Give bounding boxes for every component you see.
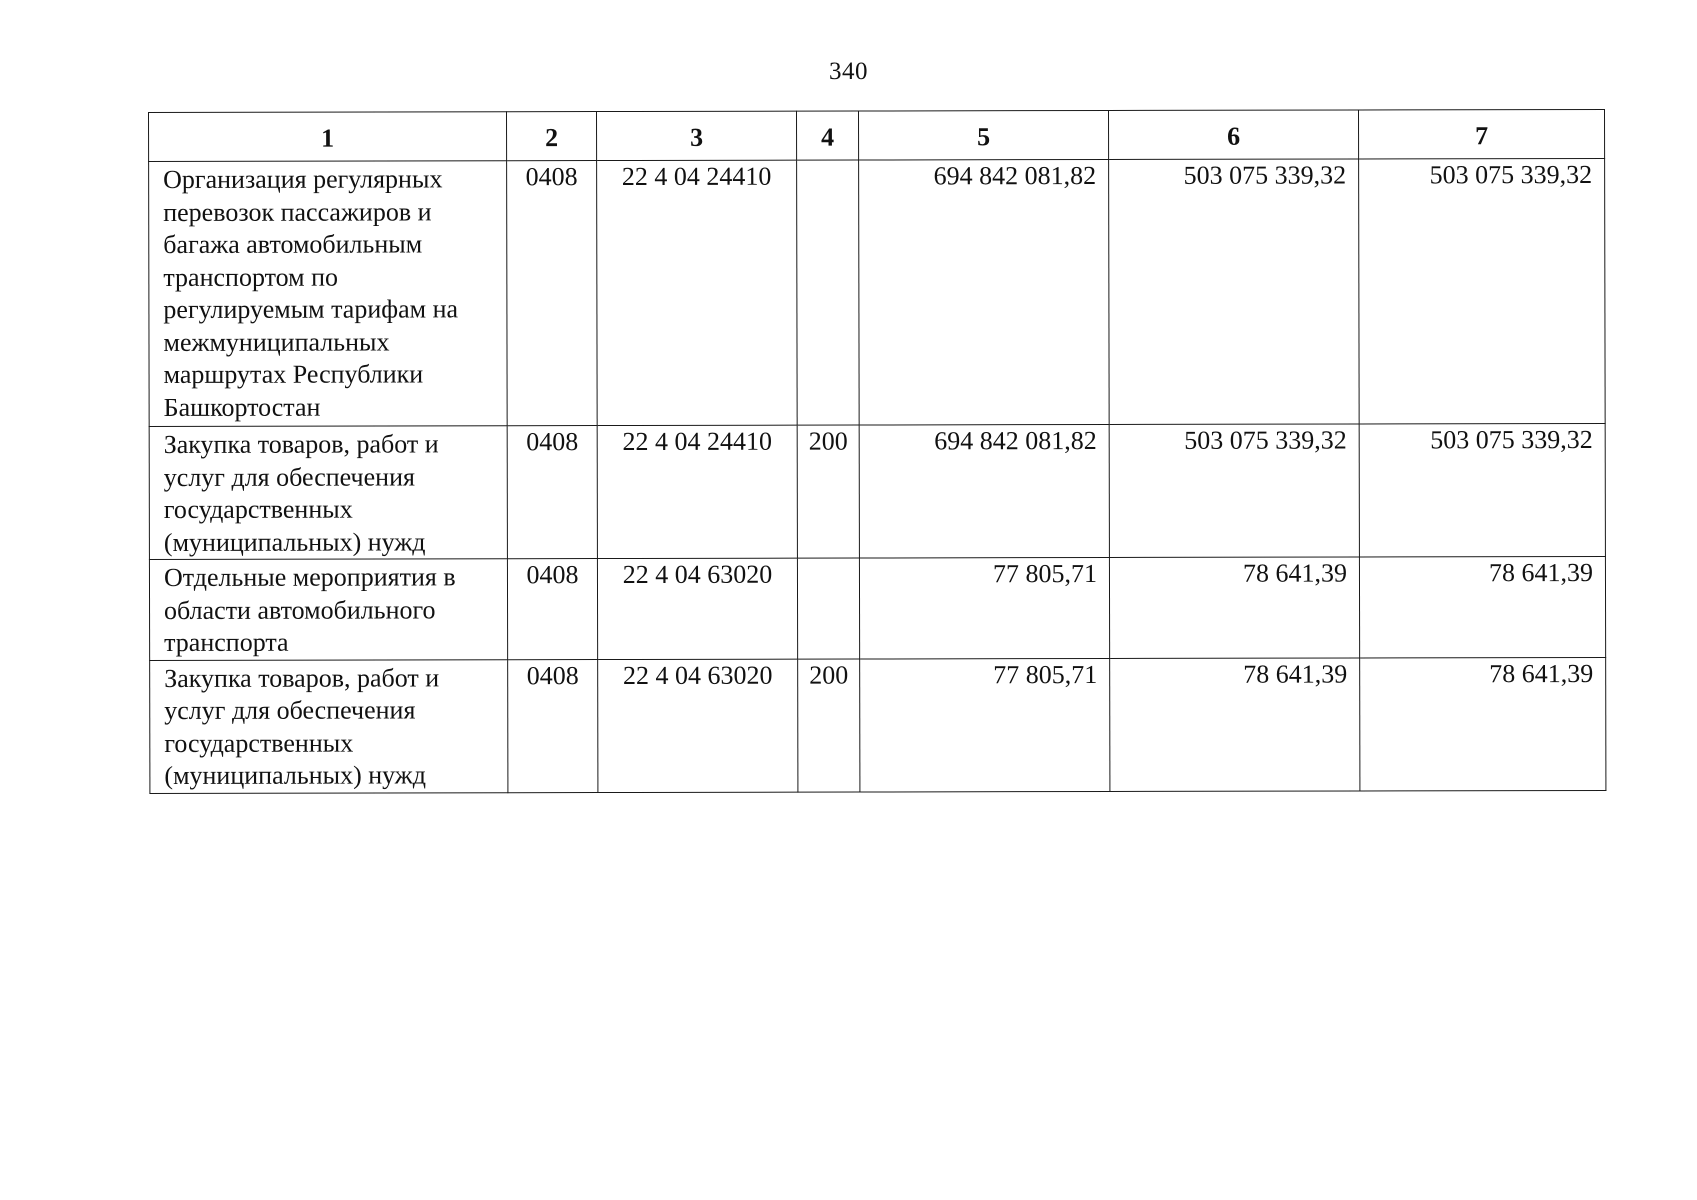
table-row (149, 158, 1606, 426)
budget-table (148, 109, 1606, 794)
row-expense-type (797, 558, 859, 659)
row-article: 22 4 04 24410 (597, 160, 798, 425)
row-sum-1: 694 842 081,82 (859, 424, 1109, 558)
table-row (150, 657, 1606, 793)
row-sum-3: 78 641,39 (1359, 556, 1605, 657)
row-sum-2: 78 641,39 (1109, 557, 1359, 658)
column-header-6: 6 (1108, 110, 1358, 160)
column-header-5: 5 (858, 110, 1108, 160)
row-expense-type: 200 (797, 425, 859, 558)
row-sum-1: 77 805,71 (859, 557, 1109, 658)
row-section: 0408 (507, 559, 597, 660)
row-name (149, 559, 507, 660)
row-section: 0408 (507, 426, 597, 559)
row-section: 0408 (507, 161, 598, 426)
column-header-1: 1 (149, 112, 507, 162)
row-sum-2: 503 075 339,32 (1109, 424, 1359, 558)
row-sum-1: 77 805,71 (860, 658, 1110, 792)
row-article: 22 4 04 24410 (597, 425, 797, 558)
row-expense-type (797, 160, 860, 425)
table-header-row (149, 109, 1605, 161)
row-expense-type: 200 (798, 659, 860, 792)
row-article: 22 4 04 63020 (598, 659, 798, 792)
row-sum-3: 503 075 339,32 (1359, 423, 1605, 557)
row-name (149, 161, 508, 427)
row-sum-2: 78 641,39 (1110, 657, 1360, 791)
table-row (149, 423, 1605, 559)
row-name-text: Закупка товаров, работ и услуг для обеспечения государственных (муниципальных) нужд (163, 429, 439, 557)
row-sum-2: 503 075 339,32 (1109, 159, 1360, 425)
row-sum-3: 503 075 339,32 (1359, 158, 1606, 424)
row-sum-1: 694 842 081,82 (859, 159, 1110, 425)
row-section: 0408 (508, 659, 598, 792)
row-name-text: Отдельные мероприятия в области автомобильного транспорта (163, 562, 456, 657)
row-name-text: Организация регулярных перевозок пассажиров и багажа автомобильным транспортом по регулируемым тарифам на межмуниципальных маршрутах Республики Башкортостан (163, 164, 459, 422)
column-header-2: 2 (507, 112, 597, 161)
row-name-text: Закупка товаров, работ и услуг для обеспечения государственных (муниципальных) нужд (164, 662, 440, 790)
table-row (149, 556, 1605, 660)
column-header-4: 4 (796, 111, 858, 160)
column-header-7: 7 (1358, 109, 1604, 159)
row-article: 22 4 04 63020 (597, 558, 797, 659)
page-number: 340 (829, 58, 868, 85)
row-name (149, 426, 507, 560)
row-sum-3: 78 641,39 (1360, 657, 1606, 791)
row-name (150, 659, 508, 793)
column-header-3: 3 (597, 111, 797, 160)
